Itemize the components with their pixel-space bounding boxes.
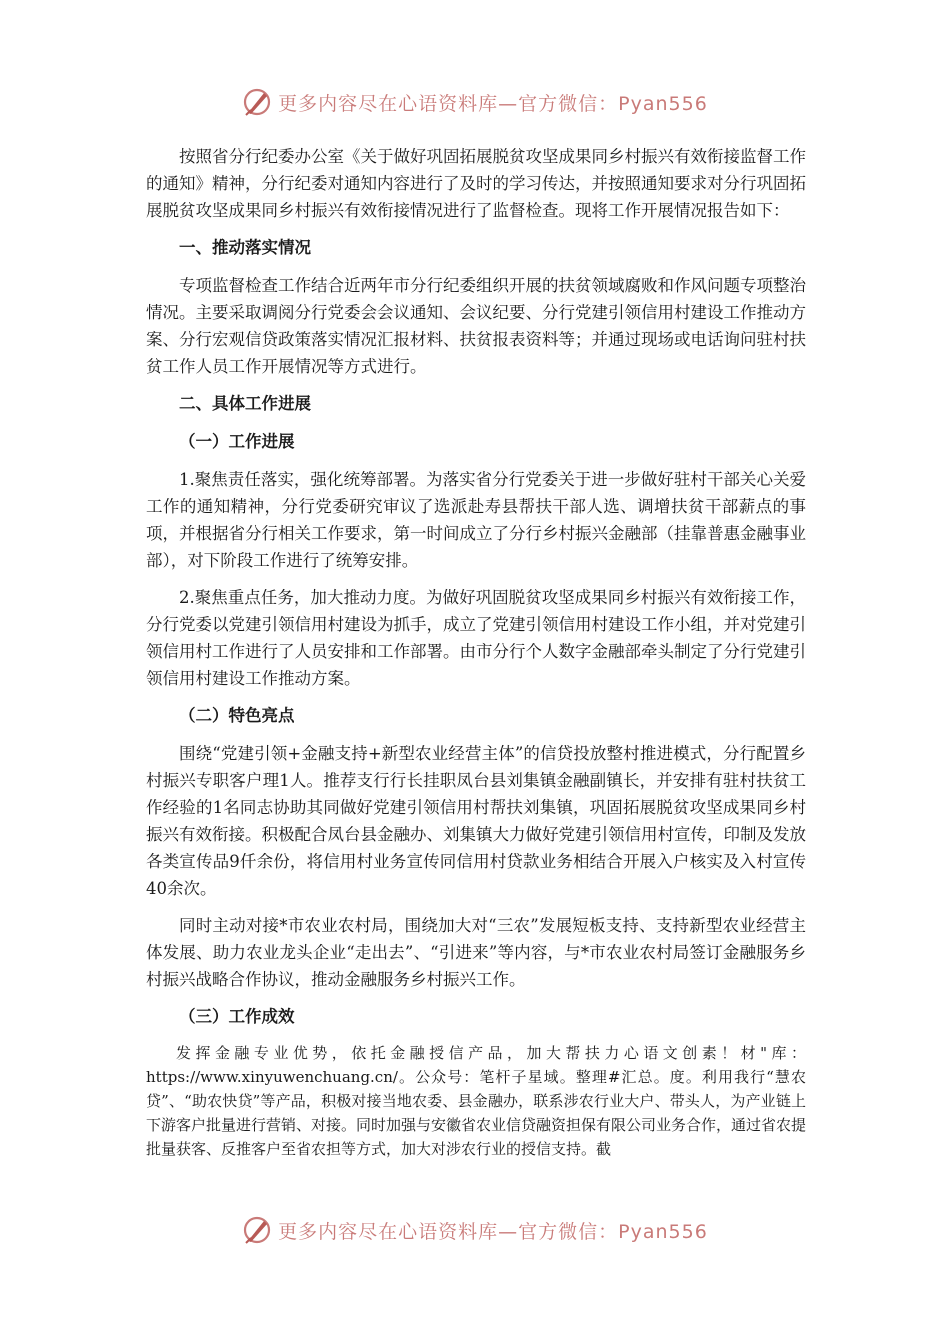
section2-heading: 二、具体工作进展: [179, 394, 311, 413]
sub3-heading: （三）工作成效: [179, 1007, 295, 1026]
header-banner: [0, 80, 950, 124]
footer-banner: [0, 1208, 950, 1252]
pen-circle-logo-icon: [242, 87, 272, 117]
banner-text: 更多内容尽在心语资料库—官方微信：Pyan556: [278, 92, 708, 115]
pen-circle-logo-icon: [242, 1215, 272, 1245]
sub2-paragraph-1: 围绕“党建引领+金融支持+新型农业经营主体”的信贷投放整村推进模式，分行配置乡村振兴专职客户理1人。推荐支行行长挂职凤台县刘集镇金融副镇长，并安排有驻村扶贫工作经验的1名同志协助其同做好党建引领信用村帮扶刘集镇，巩固拓展脱贫攻坚成果同乡村振兴有效衔接。积极配合凤台县金融办、刘集镇大力做好党建引领信用村宣传，印制及发放各类宣传品9仟余份，将信用村业务宣传同信用村贷款业务相结合开展入户核实及入村宣传40余次。: [146, 744, 806, 898]
section1-heading: 一、推动落实情况: [179, 238, 311, 257]
sub2-paragraph-2: 同时主动对接*市农业农村局，围绕加大对“三农”发展短板支持、支持新型农业经营主体发展、助力农业龙头企业“走出去”、“引进来”等内容，与*市农业农村局签订金融服务乡村振兴战略合作协议，推动金融服务乡村振兴工作。: [146, 916, 806, 989]
sub1-paragraph-1: 1.聚焦责任落实，强化统筹部署。为落实省分行党委关于进一步做好驻村干部关心关爱工作的通知精神，分行党委研究审议了选派赴寿县帮扶干部人选、调增扶贫干部薪点的事项，并根据省分行相关工作要求，第一时间成立了分行乡村振兴金融部（挂靠普惠金融事业部），对下阶段工作进行了统筹安排。: [146, 470, 806, 570]
banner-text: 更多内容尽在心语资料库—官方微信：Pyan556: [278, 1220, 708, 1243]
sub1-heading: （一）工作进展: [179, 432, 295, 451]
document-body: [146, 143, 806, 1161]
sub2-heading: （二）特色亮点: [179, 706, 295, 725]
sub3-paragraph: 发挥金融专业优势，依托金融授信产品，加大帮扶力心语文创素！材"库：https://www.xinyuwenchuang.cn/。公众号：笔杆子星域。整理#汇总。度。利用我行“慧农贷”、“助农快贷”等产品，积极对接当地农委、县金融办，联系涉农行业大户、带头人，为产业链上下游客户批量进行营销、对接。同时加强与安徽省农业信贷融资担保有限公司业务合作，通过省农提批量获客、反推客户至省农担等方式，加大对涉农行业的授信支持。截: [146, 1044, 807, 1158]
sub1-paragraph-2: 2.聚焦重点任务，加大推动力度。为做好巩固脱贫攻坚成果同乡村振兴有效衔接工作，分行党委以党建引领信用村建设为抓手，成立了党建引领信用村建设工作小组，并对党建引领信用村工作进行了人员安排和工作部署。由市分行个人数字金融部牵头制定了分行党建引领信用村建设工作推动方案。: [146, 588, 806, 688]
intro-paragraph: 按照省分行纪委办公室《关于做好巩固拓展脱贫攻坚成果同乡村振兴有效衔接监督工作的通知》精神，分行纪委对通知内容进行了及时的学习传达，并按照通知要求对分行巩固拓展脱贫攻坚成果同乡村振兴有效衔接情况进行了监督检查。现将工作开展情况报告如下：: [146, 147, 806, 220]
section1-paragraph: 专项监督检查工作结合近两年市分行纪委组织开展的扶贫领域腐败和作风问题专项整治情况。主要采取调阅分行党委会会议通知、会议纪要、分行党建引领信用村建设工作推动方案、分行宏观信贷政策落实情况汇报材料、扶贫报表资料等；并通过现场或电话询问驻村扶贫工作人员工作开展情况等方式进行。: [146, 276, 806, 376]
